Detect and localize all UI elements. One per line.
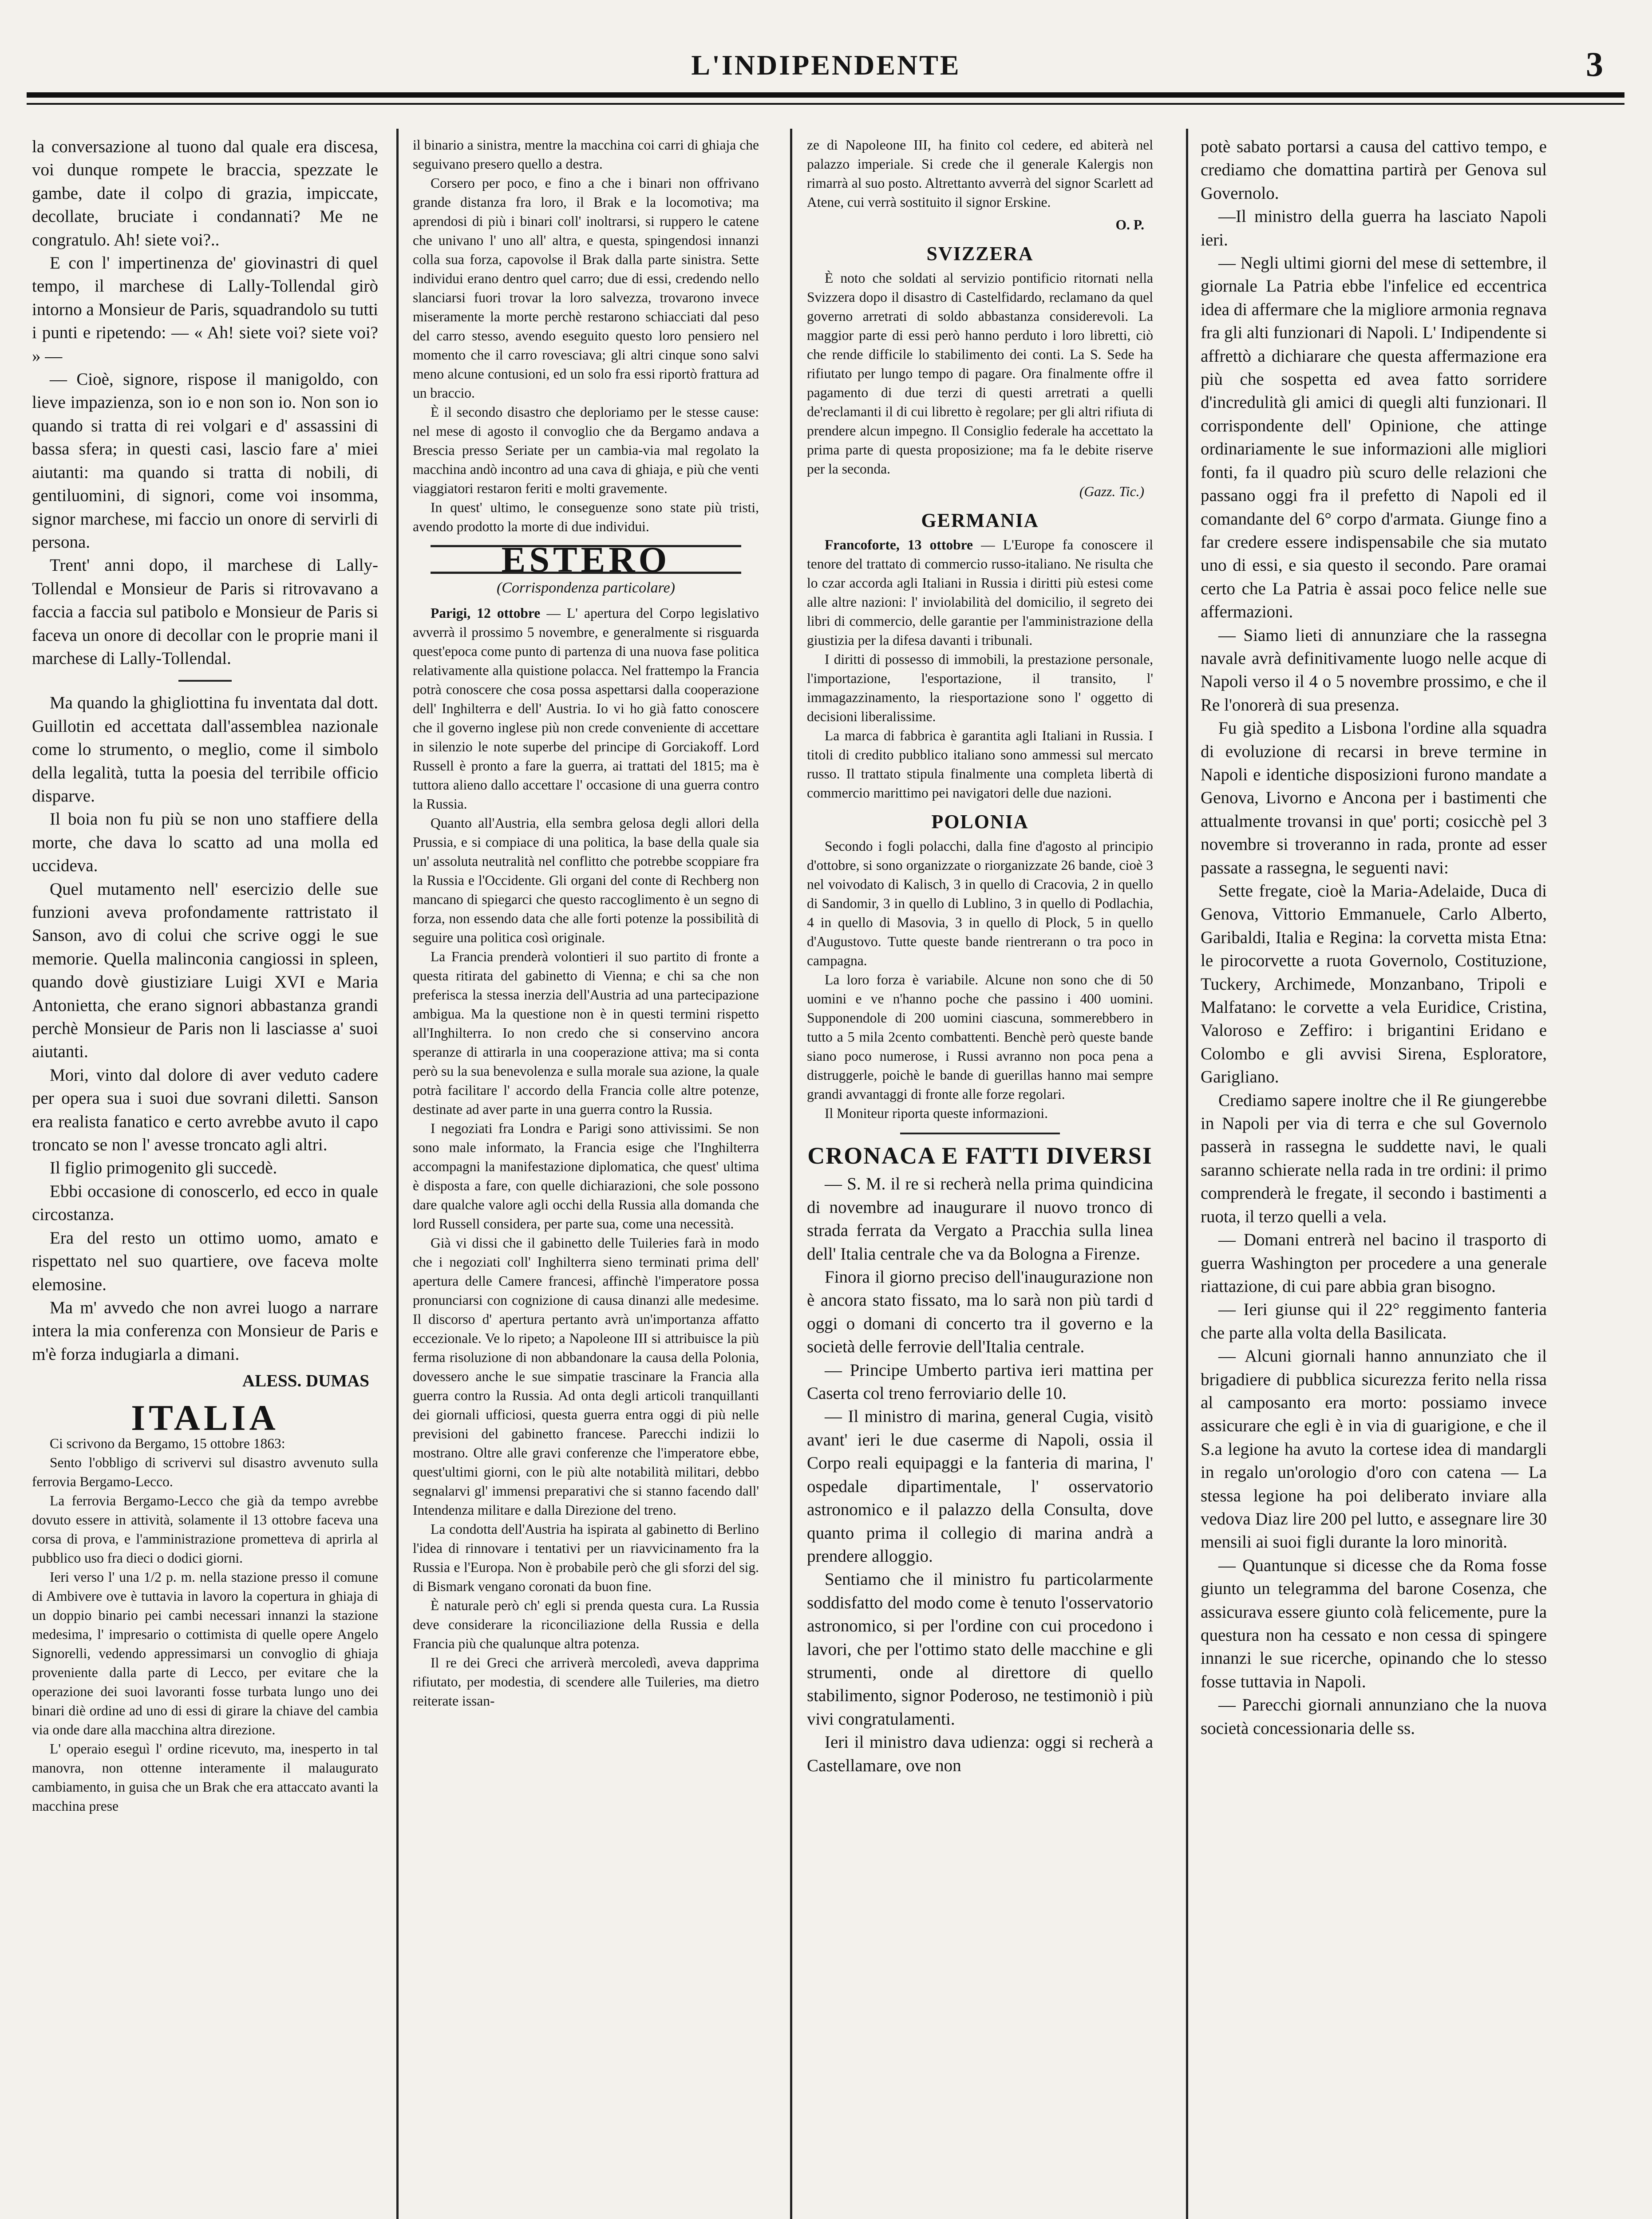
section-heading-germania: GERMANIA bbox=[921, 509, 1039, 531]
paragraph: — Parecchi giornali annunziano che la nuova società concessionaria delle ss. bbox=[1201, 1695, 1547, 1738]
article-source: (Gazz. Tic.) bbox=[1079, 484, 1144, 499]
masthead-rule-thick bbox=[27, 92, 1624, 98]
paragraph: — L' apertura del Corpo legislativo avverrà il prossimo 5 novembre, e generalmente si risguarda quest'epoca come punto di partenza di una nuova fase politica relativamente alla quistione polacca. Nel frattempo la Francia potrà conoscere che cosa possa aspettarsi dalla cooperazione dell' Inghilterra e dell' Austria. Io vi ho già fatto conoscere che il governo inglese più non crede conveniente di accettare in silenzio le note superbe del principe di Gorciakoff. Lord Russell è pronto a fare la guerra, ai trattati del 1815; ma è tuttora alieno dallo accettare l' occasione di una guerra contro la Russia. bbox=[413, 605, 759, 812]
paragraph: — Cioè, signore, rispose il manigoldo, con lieve impazienza, son io e non son io. Non son io quando si tratta di rei volgari e d' assassini di bassa sfera; in questi casi, lascio fare a' miei aiutanti: ma quando si tratta di nobili, di gentiluomini, di signori, come voi insomma, signor marchese, mi faccio un onore di servirli di persona. bbox=[32, 370, 378, 552]
paragraph: la conversazione al tuono dal quale era discesa, voi dunque rompete le braccia, spezzate le gambe, date il colpo di grazia, impiccate, decollate, bruciate i condannati? Me ne congratulo. Ah! siete voi?.. bbox=[32, 137, 378, 249]
paragraph: Secondo i fogli polacchi, dalla fine d'agosto al principio d'ottobre, si sono organizzate o riorganizzate 26 bande, cioè 3 nel voivodato di Kalisch, 3 in quello di Cracovia, 2 in quello di Sandomir, 3 in quello di Lublino, 3 in quello di Podlachia, 4 in quello di Masovia, 3 in quello di Plock, 5 in quello d'Augustovo. Tutte queste bande rientrerann o tra poco in campagna. bbox=[807, 838, 1153, 968]
paragraph: La ferrovia Bergamo-Lecco che già da tempo avrebbe dovuto essere in attività, solamente il 13 ottobre faceva una corsa di prova, e l'amministrazione prometteva di aprirla al pubblico uso fra dieci o dodici giorni. bbox=[32, 1492, 378, 1566]
paragraph: È noto che soldati al servizio pontificio ritornati nella Svizzera dopo il disastro di Castelfidardo, reclamano da quel governo arretrati di soldo abbastanza considerevoli. La maggior parte di essi però hanno perduto i loro libretti, ciò che rende difficile lo stabilimento dei conti. La S. Sede ha rifiutato per lungo tempo di pagare. Ora finalmente offre il pagamento di due terzi di questi arretrati a quelli de'reclamanti il di cui libretto è regolare; per gli altri rifiuta di prendere alcun impegno. Il Consiglio federale ha accettato la prima parte di questa proposizione; ma fa le debite riserve per la seconda. bbox=[807, 270, 1153, 477]
paragraph: — Quantunque si dicesse che da Roma fosse giunto un telegramma del barone Cosenza, che assicurava essere giunto colà felicemente, pure la questura non ha cessato e non cessa di spingere innanzi le sue ricerche, opinando che lo stesso fosse tuttavia in Napoli. bbox=[1201, 1556, 1547, 1691]
paragraph: I diritti di possesso di immobili, la prestazione personale, l'importazione, l'esportazione, il transito, l' immagazzinamento, la riesportazione sono l' oggetto di decisioni liberalissime. bbox=[807, 651, 1153, 724]
section-heading-polonia: POLONIA bbox=[931, 811, 1029, 833]
section-heading-cronaca: CRONACA E FATTI DIVERSI bbox=[807, 1142, 1153, 1169]
paragraph: ze di Napoleone III, ha finito col cedere, ed abiterà nel palazzo imperiale. Si crede che il generale Kalergis non rimarrà al suo posto. Altrettanto avverrà del signor Scarlett ad Atene, cui verrà sostituito il signor Erskine. bbox=[807, 137, 1153, 210]
paragraph: Crediamo sapere inoltre che il Re giungerebbe in Napoli per via di terra e che sul Governolo passerà in rassegna le suddette navi, le quali saranno schierate nella rada in tre ordini: il primo comprenderà le fregate, il secondo i bastimenti a ruota, il terzo quelli a vela. bbox=[1201, 1090, 1547, 1226]
paragraph: Sentiamo che il ministro fu particolarmente soddisfatto del modo come è tenuto l'osservatorio astronomico, si per l'ordine con cui procedono i lavori, che per l'ottimo stato delle macchine e gli strumenti, onde al direttore di quello stabilimento, signor Poderoso, ne testimoniò i più vivi congratulamenti. bbox=[807, 1570, 1153, 1729]
column-4 bbox=[1201, 135, 1547, 2219]
paragraph: La marca di fabbrica è garantita agli Italiani in Russia. I titoli di credito pubblico italiano sono ammessi sul mercato russo. Il trattato stipula finalmente una completa libertà di commercio marittimo pei navigatori delle due nazioni. bbox=[807, 728, 1153, 801]
paragraph: Il re dei Greci che arriverà mercoledì, aveva dapprima rifiutato, per modestia, di scendere alle Tuileries, ma dietro reiterate issan- bbox=[413, 1655, 759, 1709]
paragraph: — Alcuni giornali hanno annunziato che il brigadiere di pubblica sicurezza ferito nella rissa al camposanto era morto: possiamo invece assicurare che egli è in via di guarigione, e che il S.a legione ha avuto la cortese idea di mandargli in regalo un'orologio d'oro con catena — La stessa legione ha poi deliberato inviare alla vedova Diaz lire 200 pel lutto, e assegnare lire 30 mensili ai suoi figli durante la loro minorità. bbox=[1201, 1346, 1547, 1552]
paragraph: Ieri verso l' una 1/2 p. m. nella stazione presso il comune di Ambivere ove è tuttavia in lavoro la copertura in ghiaja di un doppio binario pei cambi necessari innanzi la stazione medesima, l' impresario o cottimista di quelle opere Angelo Signorelli, vedendo appressimarsi un convoglio di ghiaja proveniente dalla parte di Lecco, per evitare che la operazione dei suoi lavoranti fosse turbata lungo uno dei binari diè ordine ad uno di essi di girare la chiave del cambia via onde dare alla macchina altra direzione. bbox=[32, 1569, 378, 1737]
section-subheading: (Corrispondenza particolare) bbox=[496, 580, 675, 596]
dateline: Parigi, 12 ottobre bbox=[431, 605, 541, 621]
paragraph: E con l' impertinenza de' giovinastri di quel tempo, il marchese di Lally-Tollendal girò intorno a Monsieur de Paris, squadrandolo su tutti i punti e ripetendo: — « Ah! siete voi? siete voi? » — bbox=[32, 253, 378, 366]
column-separator bbox=[396, 129, 399, 2219]
paragraph: La Francia prenderà volontieri il suo partito di fronte a questa ritirata del gabinetto di Vienna; e chi sa che non preferisca la stessa inerzia dell'Austria ad una partecipazione ambigua. Ma la questione non è in questi termini rispetto all'Inghilterra. Io non credo che si conservino ancora speranze di attirarla in una cooperazione attiva; ma si conta però su la sua benevolenza e sulla morale sua azione, la quale potrà facilitare l' accordo della Francia colle altre potenze, destinate ad aver parte in una guerra contro la Russia. bbox=[413, 949, 759, 1117]
section-heading-estero: ESTERO bbox=[501, 539, 671, 580]
paragraph: — Negli ultimi giorni del mese di settembre, il giornale La Patria ebbe l'infelice ed eccentrica idea di affermare che la migliore armonia regnava fra gli alti funzionari di Napoli. L' Indipendente si affrettò a dichiarare che questa affermazione era più che sospetta ed avea fatto sorridere d'incredulità gli amici di quegli alti funzionari. Il corrispondente dell' Opinione, che attinge ordinariamente le sue informazioni alle migliori fonti, fa il quadro più scuro delle relazioni che passano oggi fra il prefetto di Napoli ed il comandante del 6° corpo d'armata. Giunge fino a far credere essere indispensabile che sia mutato uno di essi, e sia questo il secondo. Pare oramai certo che La Patria è assai poco felice nelle sue affermazioni. bbox=[1201, 253, 1547, 622]
paragraph: Ieri il ministro dava udienza: oggi si recherà a Castellamare, ove non bbox=[807, 1733, 1153, 1775]
paragraph: La loro forza è variabile. Alcune non sono che di 50 uomini e ve n'hanno poche che passino i 400 uomini. Supponendole di 200 uomini ciascuna, sommerebbero in tutto a 5 mila 2cento combattenti. Benchè però queste bande siano poco numerose, i Russi avranno non poca pena a distruggerle, poichè le bande di guerillas hanno mai sempre grandi avvantaggi di fronte alle forze regolari. bbox=[807, 972, 1153, 1102]
paragraph: — L'Europe fa conoscere il tenore del trattato di commercio russo-italiano. Ne risulta che lo czar accorda agli Italiani in Russia i diritti più estesi come alle altre nazioni: l' inviolabilità del domicilio, il segreto dei libri di commercio, delle garantie per l'amministrazione della giustizia per la difesa davanti i tribunali. bbox=[807, 537, 1153, 648]
column-2 bbox=[413, 135, 759, 2219]
page-number: 3 bbox=[1586, 45, 1603, 83]
paragraph: Il boia non fu più se non uno staffiere della morte, che dava lo scatto ad una molla ed uccideva. bbox=[32, 809, 378, 876]
paragraph: — Siamo lieti di annunziare che la rassegna navale avrà definitivamente luogo nelle acque di Napoli verso il 4 o 5 novembre prossimo, e che il Re l'onorerà di sua presenza. bbox=[1201, 625, 1547, 715]
paragraph: potè sabato portarsi a causa del cattivo tempo, e crediamo che domattina partirà per Genova sul Governolo. bbox=[1201, 137, 1547, 203]
paragraph: — Principe Umberto partiva ieri mattina per Caserta col treno ferroviario delle 10. bbox=[807, 1360, 1153, 1403]
masthead-title: L'INDIPENDENTE bbox=[691, 49, 961, 81]
paragraph: Il Moniteur riporta queste informazioni. bbox=[825, 1106, 1048, 1121]
article-signature: O. P. bbox=[1115, 217, 1144, 233]
paragraph: il binario a sinistra, mentre la macchina coi carri di ghiaja che seguivano presero quello a destra. bbox=[413, 137, 759, 172]
divider bbox=[900, 1133, 1060, 1134]
paragraph: — S. M. il re si recherà nella prima quindicina di novembre ad inaugurare il nuovo tronco di strada ferrata da Vergato a Pracchia sulla linea dell' Italia centrale che va da Bologna a Firenze. bbox=[807, 1174, 1153, 1263]
paragraph: Il figlio primogenito gli succedè. bbox=[50, 1158, 277, 1178]
paragraph: Mori, vinto dal dolore di aver veduto cadere per opera sua i suoi due sovrani diletti. Sanson era realista fanatico e certo avrebbe avuto il capo troncato se non l' avesse troncato agli altri. bbox=[32, 1065, 378, 1155]
paragraph: Fu già spedito a Lisbona l'ordine alla squadra di evoluzione di recarsi in breve termine in Napoli e identiche disposizioni furono mandate a Genova, Livorno e Ancona per i bastimenti che attualmente trovansi in que' porti; cosicchè pel 3 novembre si troveranno in rada, pronte ad esser passate a rassegna, le seguenti navi: bbox=[1201, 719, 1547, 877]
section-heading-italia: ITALIA bbox=[131, 1397, 279, 1438]
paragraph: La condotta dell'Austria ha ispirata al gabinetto di Berlino l'idea di rinnovare i tentativi per un riavvicinamento fra la Russia e l'Europa. Non è probabile però che gli sforzi del sig. di Bismark vengano coronati da buon fine. bbox=[413, 1521, 759, 1594]
paragraph: I negoziati fra Londra e Parigi sono attivissimi. Se non sono male informato, la Francia esige che l'Inghilterra accompagni la manifestazione diplomatica, che quest' ultima è disposta a fare, con quelle dichiarazioni, che sole possono dare qualche valore agli occhi della Russia alla domanda che lord Russell considera, per parte sua, come una necessità. bbox=[413, 1121, 759, 1232]
column-1 bbox=[32, 135, 378, 2219]
paragraph: Sette fregate, cioè la Maria-Adelaide, Duca di Genova, Vittorio Emmanuele, Carlo Alberto, Garibaldi, Italia e Regina: la corvetta mista Etna: le pirocorvette a ruota Governolo, Costituzione, Tuckery, Archimede, Monzanbano, Tripoli e Malfatano: le corvette a vela Euridice, Cristina, Valoroso e Zeffiro: i brigantini Eridano e Colombo e gli avvisi Sirena, Esploratore, Garigliano. bbox=[1201, 881, 1547, 1087]
masthead bbox=[0, 0, 1652, 102]
column-separator bbox=[1186, 129, 1188, 2219]
paragraph: — Il ministro di marina, general Cugia, visitò avant' ieri le due caserme di Napoli, ossia il Corpo reali equipaggi e la fanteria di marina, l' ospedale dipartimentale, l' osservatorio astronomico e il palazzo della Consulta, dove quanto prima il collegio di marina andrà a prendere alloggio. bbox=[807, 1407, 1153, 1566]
paragraph: Ma quando la ghigliottina fu inventata dal dott. Guillotin ed accettata dall'assemblea nazionale come lo strumento, o meglio, come il simbolo della legalità, tutta la poesia del terribile officio disparve. bbox=[32, 693, 378, 805]
paragraph: È naturale però ch' egli si prenda questa cura. La Russia deve considerare la riconciliazione della Russia e della Francia più che qualunque altra potenza. bbox=[413, 1598, 759, 1651]
paragraph: —Il ministro della guerra ha lasciato Napoli ieri. bbox=[1201, 207, 1547, 249]
paragraph: In quest' ultimo, le conseguenze sono state più tristi, avendo prodotto la morte di due individui. bbox=[413, 500, 759, 534]
masthead-rule-thin bbox=[27, 103, 1624, 105]
paragraph: — Domani entrerà nel bacino il trasporto di guerra Washington per procedere a una generale riattazione, di cui pare abbia gran bisogno. bbox=[1201, 1230, 1547, 1296]
dateline: Ci scrivono da Bergamo, 15 ottobre 1863: bbox=[50, 1435, 285, 1451]
dateline: Francoforte, 13 ottobre bbox=[825, 537, 973, 553]
paragraph: Già vi dissi che il gabinetto delle Tuileries farà in modo che i negoziati coll' Inghilterra sieno terminati prima dell' apertura delle Camere francesi, affinchè l'imperatore possa pronunciarsi con cognizione di causa dinanzi alle medesime. Il discorso d' apertura pertanto avrà un'importanza affatto eccezionale. Ve lo ripeto; a Napoleone III si attribuisce la più ferma risoluzione di non abbandonare la causa della Polonia, dovessero anche le sue simpatie trascinare la Francia alla guerra contro la Russia. Ad onta degli articoli tranquillanti dei giornali ufficiosi, questa guerra entra oggi di più nelle previsioni del gabinetto francese. Parecchi indizii lo mostrano. Oltre alle gravi conferenze che l'imperatore ebbe, quest'ultimi giorni, con le più alte notabilità militari, debbo segnalarvi gl' immensi preparativi che si stanno facendo dall' Intendenza militare e dalla Direzione del treno. bbox=[413, 1235, 759, 1518]
paragraph: Corsero per poco, e fino a che i binari non offrivano grande distanza fra loro, il Brak e la locomotiva; ma aprendosi di più i binari coll' inoltrarsi, si ruppero le catene che univano l' uno all' altra, e questa, spingendosi innanzi colla sua forza, capovolse il Brak dalla parte sinistra. Sette individui erano dentro quel carro; due di essi, credendo nello slanciarsi fuori trovar la loro salvezza, trovarono invece miseramente la morte perchè restarono schiacciati dal peso del carro stesso, avendo eseguito questo loro pensiero nel momento che il carro rovesciava; gli altri cinque sono salvi meno alcune contusioni, ed un solo fra essi riportò frattura ad un braccio. bbox=[413, 175, 759, 401]
paragraph: Quanto all'Austria, ella sembra gelosa degli allori della Prussia, e si compiace di una politica, la base della quale sia un' assoluta neutralità nel conflitto che potrebbe scoppiare fra la Russia e l'Occidente. Gli organi del conte di Rechberg non mancano di spiegarci che questo raccoglimento è un segno di forza, non essendo data che alle forti potenze la possibilità di seguire una politica così originale. bbox=[413, 815, 759, 945]
paragraph: Finora il giorno preciso dell'inaugurazione non è ancora stato fissato, ma lo sarà non più tardi d oggi o domani di concerto tra il governo e la società delle ferrovie dell'Italia centrale. bbox=[807, 1267, 1153, 1357]
article-signature: ALESS. DUMAS bbox=[242, 1371, 369, 1391]
paragraph: — Ieri giunse qui il 22° reggimento fanteria che parte alla volta della Basilicata. bbox=[1201, 1300, 1547, 1342]
section-heading-svizzera: SVIZZERA bbox=[926, 243, 1034, 265]
paragraph: L' operaio eseguì l' ordine ricevuto, ma, inesperto in tal manovra, non ottenne interamente il malaugurato cambiamento, in guisa che un Brak che era attaccato avanti la macchina prese bbox=[32, 1741, 378, 1814]
paragraph: Ma m' avvedo che non avrei luogo a narrare intera la mia conferenza con Monsieur de Paris e m'è forza indugiarla a dimani. bbox=[32, 1298, 378, 1364]
column-3 bbox=[807, 135, 1153, 2219]
column-separator bbox=[790, 129, 792, 2219]
paragraph: Ebbi occasione di conoscerlo, ed ecco in quale circostanza. bbox=[32, 1181, 378, 1224]
paragraph: Era del resto un ottimo uomo, amato e rispettato nel suo quartiere, ove faceva molte elemosine. bbox=[32, 1228, 378, 1294]
paragraph: È il secondo disastro che deploriamo per le stesse cause: nel mese di agosto il convoglio che da Bergamo andava a Brescia presso Seriate per un cambia-via mal regolato la macchina andò incontro ad una cava di ghiaja, e più che venti viaggiatori restaron feriti e molti gravemente. bbox=[413, 404, 759, 496]
divider bbox=[178, 680, 232, 682]
paragraph: Quel mutamento nell' esercizio delle sue funzioni aveva profondamente rattristato il Sanson, avo di colui che scrive oggi le sue memorie. Quella malinconia cangiossi in spleen, quando dovè giustiziare Luigi XVI e Maria Antonietta, che erano signori abbastanza grandi perchè Monsieur de Paris non li lasciasse a' suoi aiutanti. bbox=[32, 879, 378, 1062]
paragraph: Trent' anni dopo, il marchese di Lally-Tollendal e Monsieur de Paris si ritrovavano a faccia a faccia sul patibolo e Monsieur de Paris si faceva un onore di decollar con le proprie mani il marchese di Lally-Tollendal. bbox=[32, 556, 378, 668]
paragraph: Sento l'obbligo di scrivervi sul disastro avvenuto sulla ferrovia Bergamo-Lecco. bbox=[32, 1454, 378, 1489]
